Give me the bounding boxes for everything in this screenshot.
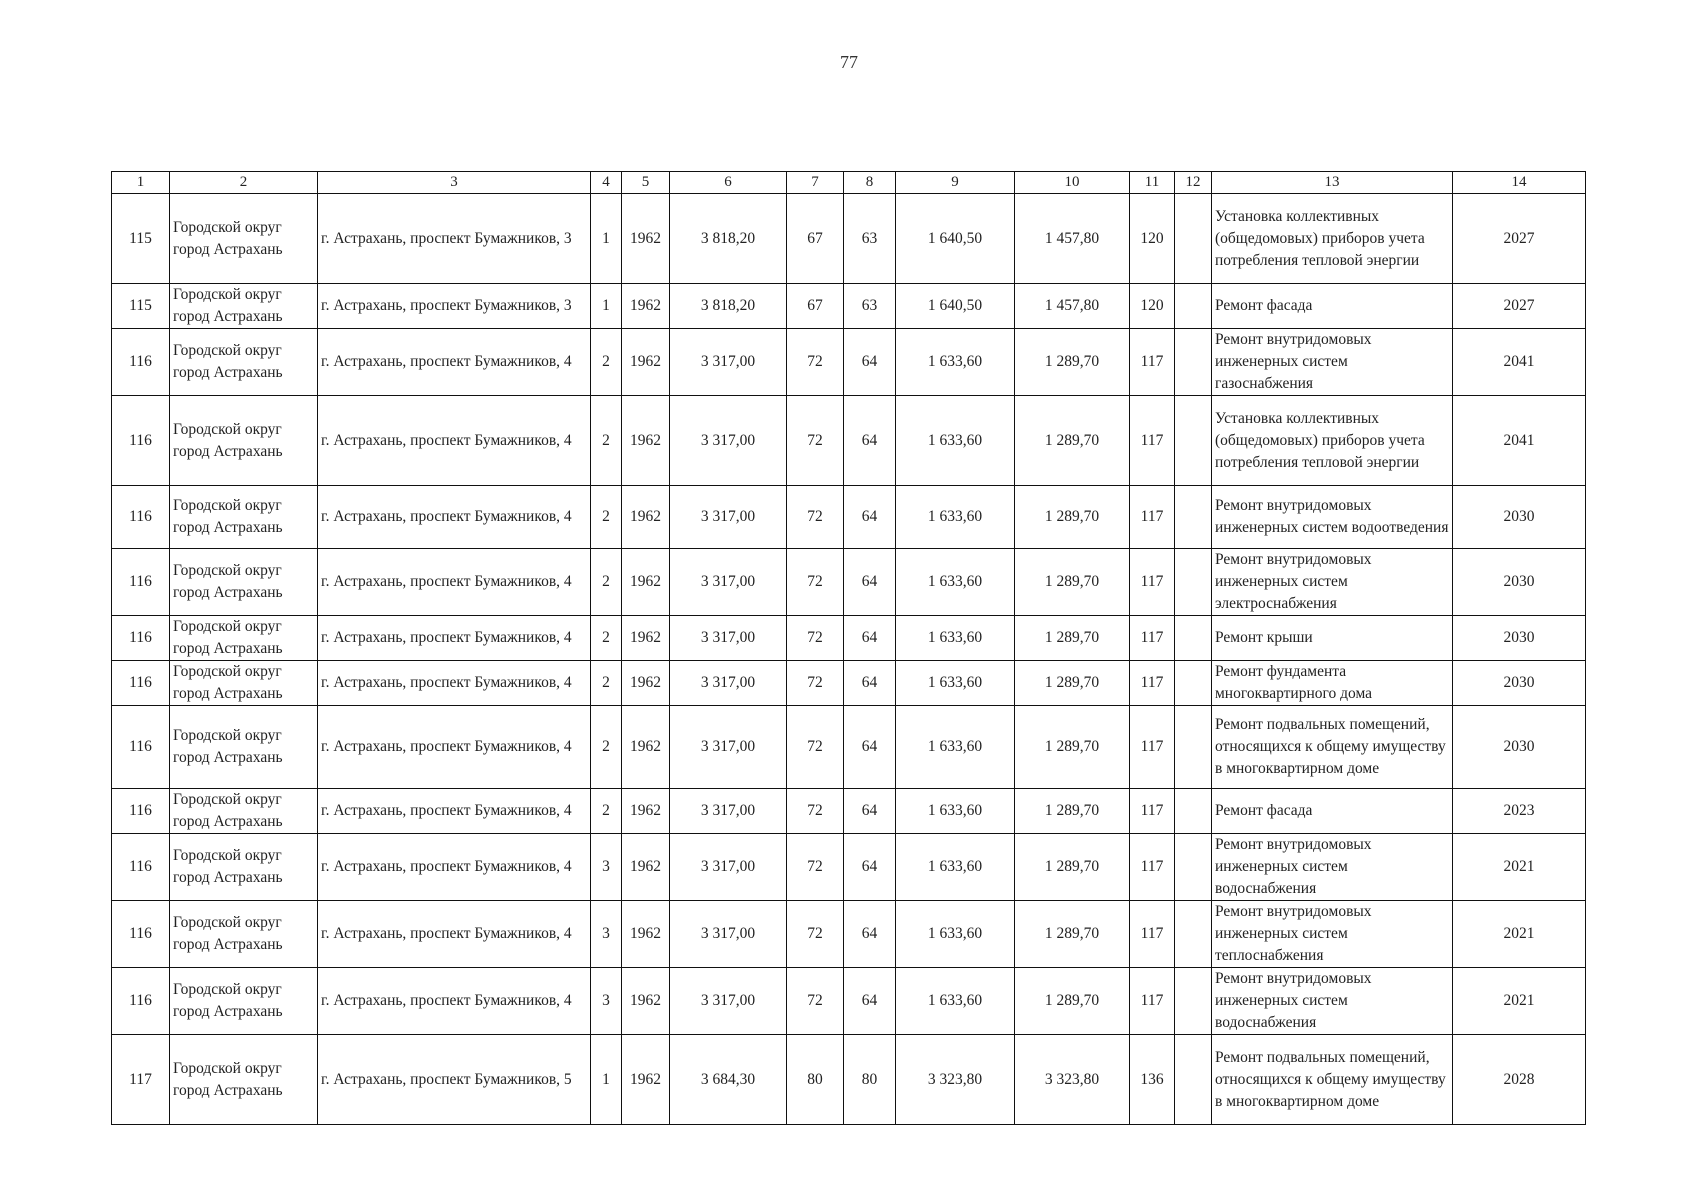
cell-municipality: Городской округ город Астрахань — [170, 968, 318, 1035]
cell-col-9-area: 1 633,60 — [896, 706, 1015, 789]
cell-group: 3 — [591, 834, 622, 901]
cell-total-area: 3 317,00 — [670, 834, 787, 901]
cell-row-number: 115 — [112, 284, 170, 329]
cell-residents: 117 — [1130, 616, 1175, 661]
cell-col-9-area: 1 633,60 — [896, 789, 1015, 834]
cell-col-8-value: 64 — [844, 329, 896, 396]
cell-residents: 117 — [1130, 834, 1175, 901]
cell-col-12-value — [1175, 706, 1212, 789]
cell-work-type: Ремонт подвальных помещений, относящихся к общему имуществу в многоквартирном доме — [1212, 706, 1453, 789]
column-header-3: 3 — [318, 172, 591, 194]
cell-residents: 136 — [1130, 1035, 1175, 1125]
cell-total-area: 3 818,20 — [670, 284, 787, 329]
cell-group: 2 — [591, 396, 622, 486]
cell-col-12-value — [1175, 616, 1212, 661]
cell-group: 2 — [591, 329, 622, 396]
table-row — [112, 834, 1586, 901]
cell-year-built: 1962 — [622, 661, 670, 706]
cell-col-8-value: 80 — [844, 1035, 896, 1125]
table-row — [112, 661, 1586, 706]
table-row — [112, 901, 1586, 968]
cell-col-12-value — [1175, 329, 1212, 396]
cell-col-9-area: 1 633,60 — [896, 329, 1015, 396]
cell-col-7-value: 72 — [787, 706, 844, 789]
cell-work-type: Ремонт крыши — [1212, 616, 1453, 661]
cell-row-number: 116 — [112, 661, 170, 706]
cell-total-area: 3 317,00 — [670, 706, 787, 789]
table-row — [112, 968, 1586, 1035]
cell-col-8-value: 64 — [844, 396, 896, 486]
cell-col-7-value: 72 — [787, 396, 844, 486]
cell-row-number: 116 — [112, 486, 170, 549]
cell-col-10-area: 1 289,70 — [1015, 901, 1130, 968]
table-row — [112, 706, 1586, 789]
cell-row-number: 116 — [112, 834, 170, 901]
cell-planned-year: 2021 — [1453, 834, 1586, 901]
cell-address: г. Астрахань, проспект Бумажников, 4 — [318, 396, 591, 486]
cell-residents: 117 — [1130, 549, 1175, 616]
cell-address: г. Астрахань, проспект Бумажников, 4 — [318, 549, 591, 616]
cell-group: 2 — [591, 486, 622, 549]
cell-col-8-value: 64 — [844, 549, 896, 616]
cell-col-9-area: 1 640,50 — [896, 284, 1015, 329]
cell-col-8-value: 63 — [844, 284, 896, 329]
cell-col-7-value: 72 — [787, 834, 844, 901]
cell-row-number: 115 — [112, 194, 170, 284]
cell-col-12-value — [1175, 194, 1212, 284]
column-number-row — [112, 172, 1586, 194]
table-row — [112, 486, 1586, 549]
cell-municipality: Городской округ город Астрахань — [170, 706, 318, 789]
cell-group: 2 — [591, 616, 622, 661]
cell-col-10-area: 1 457,80 — [1015, 284, 1130, 329]
cell-row-number: 116 — [112, 549, 170, 616]
cell-residents: 120 — [1130, 284, 1175, 329]
cell-col-9-area: 1 633,60 — [896, 396, 1015, 486]
cell-total-area: 3 317,00 — [670, 901, 787, 968]
cell-municipality: Городской округ город Астрахань — [170, 661, 318, 706]
cell-planned-year: 2023 — [1453, 789, 1586, 834]
cell-col-9-area: 1 633,60 — [896, 834, 1015, 901]
cell-planned-year: 2030 — [1453, 706, 1586, 789]
cell-municipality: Городской округ город Астрахань — [170, 329, 318, 396]
cell-residents: 120 — [1130, 194, 1175, 284]
column-header-9: 9 — [896, 172, 1015, 194]
cell-col-8-value: 64 — [844, 834, 896, 901]
cell-col-10-area: 1 289,70 — [1015, 486, 1130, 549]
cell-year-built: 1962 — [622, 901, 670, 968]
cell-work-type: Ремонт фасада — [1212, 789, 1453, 834]
cell-address: г. Астрахань, проспект Бумажников, 4 — [318, 789, 591, 834]
cell-municipality: Городской округ город Астрахань — [170, 901, 318, 968]
cell-municipality: Городской округ город Астрахань — [170, 616, 318, 661]
cell-municipality: Городской округ город Астрахань — [170, 486, 318, 549]
cell-col-9-area: 1 633,60 — [896, 968, 1015, 1035]
cell-total-area: 3 684,30 — [670, 1035, 787, 1125]
cell-year-built: 1962 — [622, 194, 670, 284]
cell-address: г. Астрахань, проспект Бумажников, 4 — [318, 616, 591, 661]
cell-total-area: 3 317,00 — [670, 789, 787, 834]
cell-year-built: 1962 — [622, 706, 670, 789]
cell-total-area: 3 818,20 — [670, 194, 787, 284]
table-row — [112, 396, 1586, 486]
cell-planned-year: 2027 — [1453, 194, 1586, 284]
cell-col-12-value — [1175, 549, 1212, 616]
cell-work-type: Ремонт внутридомовых инженерных систем электроснабжения — [1212, 549, 1453, 616]
cell-col-12-value — [1175, 901, 1212, 968]
cell-row-number: 116 — [112, 706, 170, 789]
cell-work-type: Ремонт фундамента многоквартирного дома — [1212, 661, 1453, 706]
cell-planned-year: 2021 — [1453, 901, 1586, 968]
cell-col-7-value: 72 — [787, 661, 844, 706]
cell-planned-year: 2041 — [1453, 396, 1586, 486]
cell-col-9-area: 1 640,50 — [896, 194, 1015, 284]
table-row — [112, 194, 1586, 284]
cell-col-10-area: 1 289,70 — [1015, 661, 1130, 706]
cell-group: 2 — [591, 706, 622, 789]
cell-col-7-value: 67 — [787, 194, 844, 284]
table-row — [112, 329, 1586, 396]
cell-year-built: 1962 — [622, 834, 670, 901]
cell-residents: 117 — [1130, 706, 1175, 789]
cell-total-area: 3 317,00 — [670, 396, 787, 486]
column-header-13: 13 — [1212, 172, 1453, 194]
cell-year-built: 1962 — [622, 329, 670, 396]
cell-year-built: 1962 — [622, 486, 670, 549]
cell-col-8-value: 64 — [844, 616, 896, 661]
cell-address: г. Астрахань, проспект Бумажников, 4 — [318, 834, 591, 901]
cell-work-type: Ремонт внутридомовых инженерных систем теплоснабжения — [1212, 901, 1453, 968]
table-body — [112, 194, 1586, 1125]
cell-planned-year: 2027 — [1453, 284, 1586, 329]
cell-col-8-value: 64 — [844, 968, 896, 1035]
table-row — [112, 284, 1586, 329]
cell-planned-year: 2021 — [1453, 968, 1586, 1035]
cell-col-10-area: 1 289,70 — [1015, 789, 1130, 834]
cell-col-7-value: 72 — [787, 901, 844, 968]
cell-col-8-value: 63 — [844, 194, 896, 284]
table-row — [112, 549, 1586, 616]
cell-municipality: Городской округ город Астрахань — [170, 549, 318, 616]
cell-total-area: 3 317,00 — [670, 549, 787, 616]
cell-row-number: 116 — [112, 616, 170, 661]
cell-col-12-value — [1175, 834, 1212, 901]
cell-work-type: Ремонт внутридомовых инженерных систем водоснабжения — [1212, 834, 1453, 901]
cell-year-built: 1962 — [622, 789, 670, 834]
column-header-14: 14 — [1453, 172, 1586, 194]
cell-row-number: 116 — [112, 396, 170, 486]
table-row — [112, 789, 1586, 834]
cell-address: г. Астрахань, проспект Бумажников, 4 — [318, 706, 591, 789]
cell-planned-year: 2041 — [1453, 329, 1586, 396]
cell-col-9-area: 1 633,60 — [896, 486, 1015, 549]
cell-work-type: Ремонт внутридомовых инженерных систем газоснабжения — [1212, 329, 1453, 396]
column-header-5: 5 — [622, 172, 670, 194]
cell-col-8-value: 64 — [844, 661, 896, 706]
cell-work-type: Ремонт внутридомовых инженерных систем водоснабжения — [1212, 968, 1453, 1035]
cell-col-8-value: 64 — [844, 486, 896, 549]
cell-col-10-area: 1 289,70 — [1015, 834, 1130, 901]
cell-col-9-area: 3 323,80 — [896, 1035, 1015, 1125]
cell-col-7-value: 72 — [787, 329, 844, 396]
cell-row-number: 116 — [112, 789, 170, 834]
cell-address: г. Астрахань, проспект Бумажников, 4 — [318, 901, 591, 968]
column-header-12: 12 — [1175, 172, 1212, 194]
cell-col-10-area: 1 289,70 — [1015, 706, 1130, 789]
cell-col-8-value: 64 — [844, 706, 896, 789]
cell-group: 2 — [591, 661, 622, 706]
cell-work-type: Ремонт фасада — [1212, 284, 1453, 329]
cell-address: г. Астрахань, проспект Бумажников, 4 — [318, 486, 591, 549]
cell-col-12-value — [1175, 486, 1212, 549]
cell-work-type: Ремонт подвальных помещений, относящихся к общему имуществу в многоквартирном доме — [1212, 1035, 1453, 1125]
cell-group: 2 — [591, 789, 622, 834]
cell-col-10-area: 1 289,70 — [1015, 396, 1130, 486]
column-header-4: 4 — [591, 172, 622, 194]
capital-repair-table — [111, 171, 1586, 1125]
cell-group: 3 — [591, 968, 622, 1035]
cell-residents: 117 — [1130, 396, 1175, 486]
cell-residents: 117 — [1130, 486, 1175, 549]
cell-col-12-value — [1175, 661, 1212, 706]
cell-year-built: 1962 — [622, 616, 670, 661]
cell-col-9-area: 1 633,60 — [896, 901, 1015, 968]
cell-row-number: 116 — [112, 901, 170, 968]
cell-col-7-value: 72 — [787, 549, 844, 616]
cell-year-built: 1962 — [622, 968, 670, 1035]
cell-municipality: Городской округ город Астрахань — [170, 1035, 318, 1125]
cell-residents: 117 — [1130, 789, 1175, 834]
cell-col-8-value: 64 — [844, 789, 896, 834]
cell-col-12-value — [1175, 396, 1212, 486]
cell-address: г. Астрахань, проспект Бумажников, 3 — [318, 194, 591, 284]
cell-municipality: Городской округ город Астрахань — [170, 194, 318, 284]
cell-total-area: 3 317,00 — [670, 616, 787, 661]
column-header-2: 2 — [170, 172, 318, 194]
cell-group: 1 — [591, 194, 622, 284]
column-header-1: 1 — [112, 172, 170, 194]
cell-col-7-value: 72 — [787, 486, 844, 549]
cell-col-8-value: 64 — [844, 901, 896, 968]
cell-col-10-area: 1 289,70 — [1015, 616, 1130, 661]
cell-municipality: Городской округ город Астрахань — [170, 396, 318, 486]
cell-residents: 117 — [1130, 901, 1175, 968]
cell-col-12-value — [1175, 789, 1212, 834]
cell-col-10-area: 1 289,70 — [1015, 968, 1130, 1035]
cell-col-7-value: 80 — [787, 1035, 844, 1125]
cell-year-built: 1962 — [622, 284, 670, 329]
cell-planned-year: 2030 — [1453, 549, 1586, 616]
cell-work-type: Ремонт внутридомовых инженерных систем водоотведения — [1212, 486, 1453, 549]
column-header-6: 6 — [670, 172, 787, 194]
column-header-10: 10 — [1015, 172, 1130, 194]
cell-col-10-area: 1 289,70 — [1015, 329, 1130, 396]
cell-row-number: 117 — [112, 1035, 170, 1125]
cell-address: г. Астрахань, проспект Бумажников, 3 — [318, 284, 591, 329]
cell-planned-year: 2028 — [1453, 1035, 1586, 1125]
cell-group: 3 — [591, 901, 622, 968]
cell-residents: 117 — [1130, 661, 1175, 706]
cell-col-10-area: 1 289,70 — [1015, 549, 1130, 616]
page-number: 77 — [840, 52, 858, 72]
cell-group: 1 — [591, 1035, 622, 1125]
cell-address: г. Астрахань, проспект Бумажников, 5 — [318, 1035, 591, 1125]
cell-col-7-value: 72 — [787, 968, 844, 1035]
cell-work-type: Установка коллективных (общедомовых) приборов учета потребления тепловой энергии — [1212, 396, 1453, 486]
cell-residents: 117 — [1130, 968, 1175, 1035]
cell-municipality: Городской округ город Астрахань — [170, 284, 318, 329]
column-header-7: 7 — [787, 172, 844, 194]
cell-residents: 117 — [1130, 329, 1175, 396]
cell-col-9-area: 1 633,60 — [896, 661, 1015, 706]
cell-total-area: 3 317,00 — [670, 329, 787, 396]
cell-work-type: Установка коллективных (общедомовых) приборов учета потребления тепловой энергии — [1212, 194, 1453, 284]
cell-row-number: 116 — [112, 329, 170, 396]
cell-col-12-value — [1175, 968, 1212, 1035]
cell-col-7-value: 72 — [787, 616, 844, 661]
cell-group: 1 — [591, 284, 622, 329]
cell-planned-year: 2030 — [1453, 661, 1586, 706]
column-header-11: 11 — [1130, 172, 1175, 194]
cell-year-built: 1962 — [622, 549, 670, 616]
cell-col-9-area: 1 633,60 — [896, 549, 1015, 616]
cell-address: г. Астрахань, проспект Бумажников, 4 — [318, 329, 591, 396]
cell-municipality: Городской округ город Астрахань — [170, 834, 318, 901]
cell-group: 2 — [591, 549, 622, 616]
column-header-8: 8 — [844, 172, 896, 194]
cell-col-12-value — [1175, 1035, 1212, 1125]
cell-planned-year: 2030 — [1453, 616, 1586, 661]
cell-year-built: 1962 — [622, 396, 670, 486]
cell-total-area: 3 317,00 — [670, 661, 787, 706]
cell-address: г. Астрахань, проспект Бумажников, 4 — [318, 661, 591, 706]
cell-row-number: 116 — [112, 968, 170, 1035]
cell-total-area: 3 317,00 — [670, 968, 787, 1035]
table-row — [112, 1035, 1586, 1125]
cell-col-7-value: 72 — [787, 789, 844, 834]
cell-col-10-area: 1 457,80 — [1015, 194, 1130, 284]
cell-planned-year: 2030 — [1453, 486, 1586, 549]
cell-year-built: 1962 — [622, 1035, 670, 1125]
cell-total-area: 3 317,00 — [670, 486, 787, 549]
cell-col-10-area: 3 323,80 — [1015, 1035, 1130, 1125]
cell-col-12-value — [1175, 284, 1212, 329]
table-row — [112, 616, 1586, 661]
cell-municipality: Городской округ город Астрахань — [170, 789, 318, 834]
cell-col-7-value: 67 — [787, 284, 844, 329]
cell-col-9-area: 1 633,60 — [896, 616, 1015, 661]
cell-address: г. Астрахань, проспект Бумажников, 4 — [318, 968, 591, 1035]
